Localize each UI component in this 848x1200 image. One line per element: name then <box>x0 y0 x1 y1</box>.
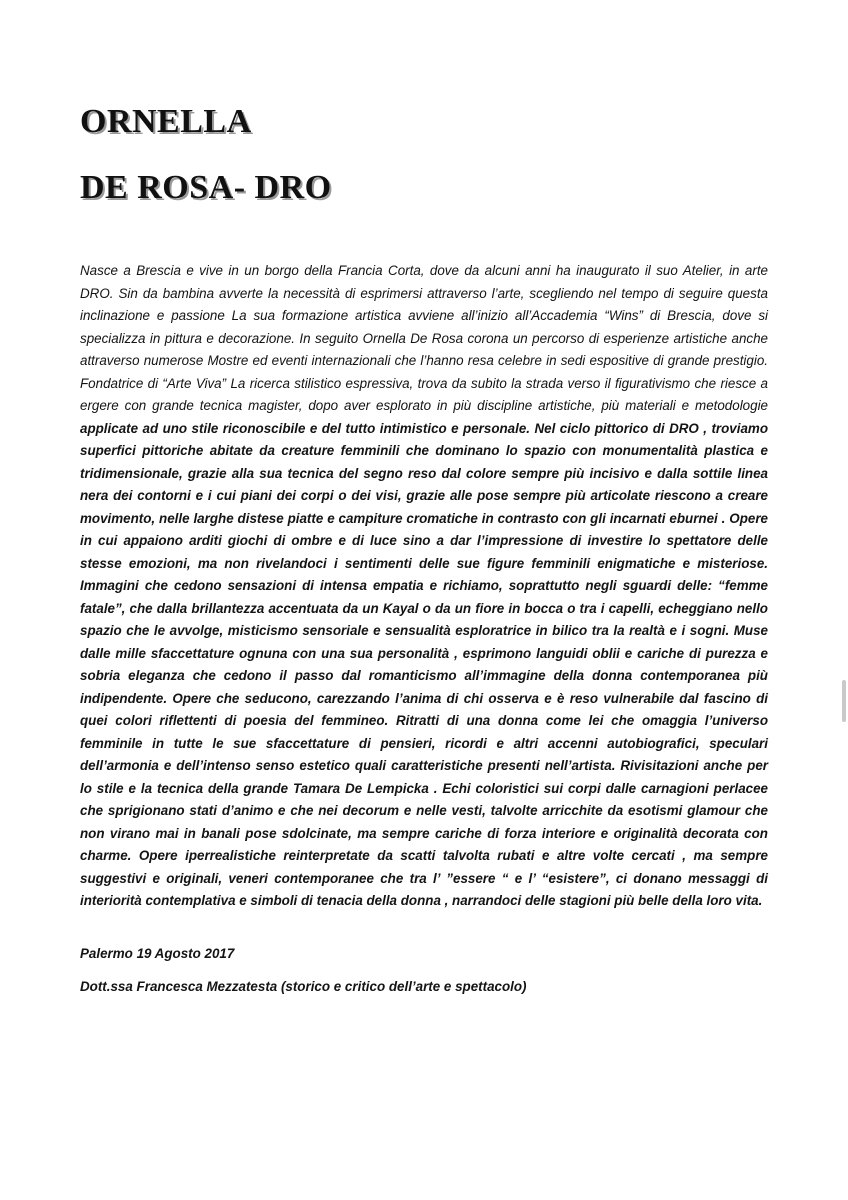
title-first-name: ORNELLA <box>80 103 252 140</box>
biography-text-regular: Nasce a Brescia e vive in un borgo della Francia Corta, dove da alcuni anni ha inaugurato il suo Atelier, in arte DRO. Sin da bambina avverte la necessità di esprimersi attraverso l’arte, scegliendo nel tempo di seguire questa inclinazione e passione La sua formazione artistica avviene all’inizio all’Accademia “Wins” di Brescia, dove si specializza in pittura e decorazione. In seguito Ornella De Rosa corona un percorso di esperienze artistiche anche attraverso numerose Mostre ed eventi internazionali che l’hanno resa celebre in sedi espositive di grande prestigio. Fondatrice di “Arte Viva” La ricerca stilistico espressiva, trova da subito la strada verso il figurativismo che riesce a ergere con grande tecnica magister, dopo aver esplorato in più discipline artistiche, più materiali e metodologie <box>80 263 768 413</box>
biography-paragraph <box>80 260 768 913</box>
biography-text-bold: applicate ad uno stile riconoscibile e del tutto intimistico e personale. Nel ciclo pittorico di DRO , troviamo superfici pittoriche abitate da creature femminili che dominano lo spazio con monumentalità plastica e tridimensionale, grazie alla sua tecnica del segno reso dal colore sempre più incisivo e dalla sottile linea nera dei contorni e i cui piani dei corpi o dei visi, grazie alle pose sempre più articolate riescono a creare movimento, nelle larghe distese piatte e campiture cromatiche in contrasto con gli incarnati eburnei . Opere in cui appaiono arditi giochi di ombre e di luce sino a dar l’impressione di investire lo spettatore delle stesse emozioni, ma non rivelandoci i sentimenti delle sue figure femminili enigmatiche e misteriose. Immagini che cedono sensazioni di intensa empatia e richiamo, soprattutto negli sguardi delle: “femme fatale”, che dalla brillantezza accentuata da un Kayal o da un fiore in bocca o tra i capelli, echeggiano nello spazio che le avvolge, misticismo sensoriale e sensualità esploratrice in bilico tra la realtà e i sogni. Muse dalle mille sfaccettature ognuna con una sua personalità , esprimono languidi oblii e cariche di purezza e sobria eleganza che cedono il passo dal romanticismo all’immagine della donna contemporanea più indipendente. Opere che seducono, carezzando l’anima di chi osserva e è reso vulnerabile dal fascino di quei colori riflettenti di poesia del femmineo. Ritratti di una donna come lei che omaggia l’universo femminile in tutte le sue sfaccettature di pensieri, ricordi e altri accenni autobiografici, speculari dell’armonia e dell’intenso senso estetico quali caratteristiche presenti nell’artista. Rivisitazioni anche per lo stile e la tecnica della grande Tamara De Lempicka . Echi coloristici sui corpi dalle carnagioni perlacee che sprigionano stati d’animo e che nei decorum e nelle vesti, talvolte arricchite da esotismi glamour che non virano mai in banali pose sdolcinate, ma sempre cariche di forza interiore e originalità decorata con charme. Opere iperrealistiche reinterpretate da scatti talvolta rubati e altre volte cercati , ma sempre suggestivi e originali, veneri contemporanee che tra l’ ”essere “ e l’ “esistere”, ci donano messaggi di interiorità contemplativa e simboli di tenacia della donna , narrandoci delle stagioni più belle della loro vita. <box>80 420 768 908</box>
scrollbar-thumb[interactable] <box>842 680 846 722</box>
title-surname: DE ROSA- DRO <box>80 169 332 206</box>
signoff-date: Palermo 19 Agosto 2017 <box>80 946 235 961</box>
signoff-author: Dott.ssa Francesca Mezzatesta (storico e critico dell’arte e spettacolo) <box>80 979 527 994</box>
